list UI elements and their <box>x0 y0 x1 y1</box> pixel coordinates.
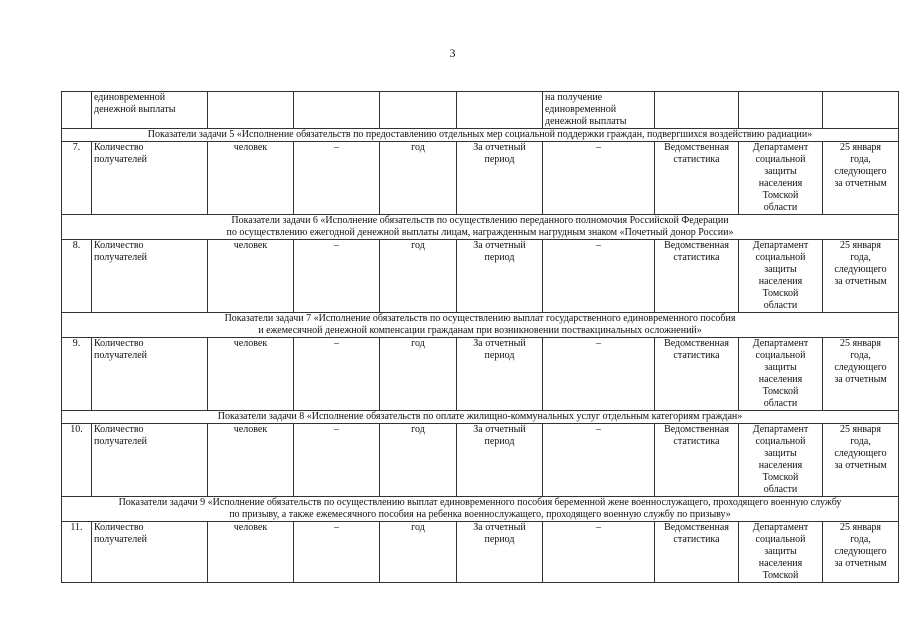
cell-period <box>457 92 543 129</box>
section-header-row <box>62 411 899 424</box>
section-header-row <box>62 497 899 522</box>
cell-freq: год <box>380 240 457 313</box>
cell-method: Ведомственная статистика <box>655 338 739 411</box>
cell-period: За отчетный период <box>457 338 543 411</box>
cell-num: 11. <box>62 522 92 583</box>
cell-unit: человек <box>208 522 294 583</box>
continuation-row <box>62 92 899 129</box>
cell-method <box>655 92 739 129</box>
table-body <box>62 92 899 583</box>
cell-method: Ведомственная статистика <box>655 142 739 215</box>
indicator-row <box>62 240 899 313</box>
cell-num: 8. <box>62 240 92 313</box>
cell-unit: человек <box>208 142 294 215</box>
cell-freq: год <box>380 522 457 583</box>
section-header: Показатели задачи 9 «Исполнение обязательств по осуществлению выплат единовременного пособия беременной жене военнослужащего, проходящего военную службу по призыву, а также ежемесячного пособия на ребенка военнослужащего, проходящего военную службу по призыву» <box>62 497 899 522</box>
cell-method: Ведомственная статистика <box>655 522 739 583</box>
cell-method: Ведомственная статистика <box>655 424 739 497</box>
cell-dash2: – <box>543 424 655 497</box>
cell-name: Количество получателей <box>92 522 208 583</box>
indicator-row <box>62 424 899 497</box>
section-header: Показатели задачи 8 «Исполнение обязательств по оплате жилищно-коммунальных услуг отдельным категориям граждан» <box>62 411 899 424</box>
cell-resp <box>739 92 823 129</box>
section-header-row <box>62 313 899 338</box>
cell-dash1 <box>294 92 380 129</box>
cell-note: на получение единовременной денежной выплаты <box>543 92 655 129</box>
cell-num <box>62 92 92 129</box>
cell-period: За отчетный период <box>457 424 543 497</box>
cell-unit <box>208 92 294 129</box>
cell-unit: человек <box>208 338 294 411</box>
cell-date: 25 января года, следующего за отчетным <box>823 142 899 215</box>
cell-date: 25 января года, следующего за отчетным <box>823 338 899 411</box>
cell-period: За отчетный период <box>457 142 543 215</box>
cell-dash2: – <box>543 522 655 583</box>
cell-period: За отчетный период <box>457 522 543 583</box>
section-header-row <box>62 215 899 240</box>
cell-num: 10. <box>62 424 92 497</box>
page-number: 3 <box>449 46 456 60</box>
cell-dash1: – <box>294 240 380 313</box>
cell-dash2: – <box>543 240 655 313</box>
cell-name: Количество получателей <box>92 142 208 215</box>
section-header-row <box>62 129 899 142</box>
cell-dash2: – <box>543 142 655 215</box>
indicator-row <box>62 522 899 583</box>
cell-dash1: – <box>294 424 380 497</box>
cell-freq <box>380 92 457 129</box>
section-header: Показатели задачи 5 «Исполнение обязательств по предоставлению отдельных мер социальной поддержки граждан, подвергшихся воздействию радиации» <box>62 129 899 142</box>
cell-date <box>823 92 899 129</box>
cell-dash2: – <box>543 338 655 411</box>
cell-date: 25 января года, следующего за отчетным <box>823 424 899 497</box>
cell-resp: Департамент социальной защиты населения Томской области <box>739 240 823 313</box>
cell-num: 7. <box>62 142 92 215</box>
cell-resp: Департамент социальной защиты населения Томской области <box>739 338 823 411</box>
cell-dash1: – <box>294 142 380 215</box>
cell-unit: человек <box>208 424 294 497</box>
cell-dash1: – <box>294 522 380 583</box>
indicator-row <box>62 338 899 411</box>
cell-freq: год <box>380 142 457 215</box>
cell-name: Количество получателей <box>92 424 208 497</box>
cell-date: 25 января года, следующего за отчетным <box>823 240 899 313</box>
cell-date: 25 января года, следующего за отчетным <box>823 522 899 583</box>
cell-resp: Департамент социальной защиты населения Томской <box>739 522 823 583</box>
cell-period: За отчетный период <box>457 240 543 313</box>
cell-freq: год <box>380 424 457 497</box>
indicators-table <box>61 91 899 583</box>
cell-unit: человек <box>208 240 294 313</box>
cell-dash1: – <box>294 338 380 411</box>
cell-resp: Департамент социальной защиты населения Томской области <box>739 424 823 497</box>
cell-num: 9. <box>62 338 92 411</box>
cell-resp: Департамент социальной защиты населения Томской области <box>739 142 823 215</box>
indicator-row <box>62 142 899 215</box>
cell-freq: год <box>380 338 457 411</box>
cell-name: Количество получателей <box>92 338 208 411</box>
cell-method: Ведомственная статистика <box>655 240 739 313</box>
cell-name: Количество получателей <box>92 240 208 313</box>
cell-name: единовременной денежной выплаты <box>92 92 208 129</box>
section-header: Показатели задачи 7 «Исполнение обязательств по осуществлению выплат государственного единовременного пособия и ежемесячной денежной компенсации гражданам при возникновении поствакцинальных осложнений» <box>62 313 899 338</box>
section-header: Показатели задачи 6 «Исполнение обязательств по осуществлению переданного полномочия Российской Федерации по осуществлению ежегодной денежной выплаты лицам, награжденным нагрудным знаком «Почетный донор России» <box>62 215 899 240</box>
